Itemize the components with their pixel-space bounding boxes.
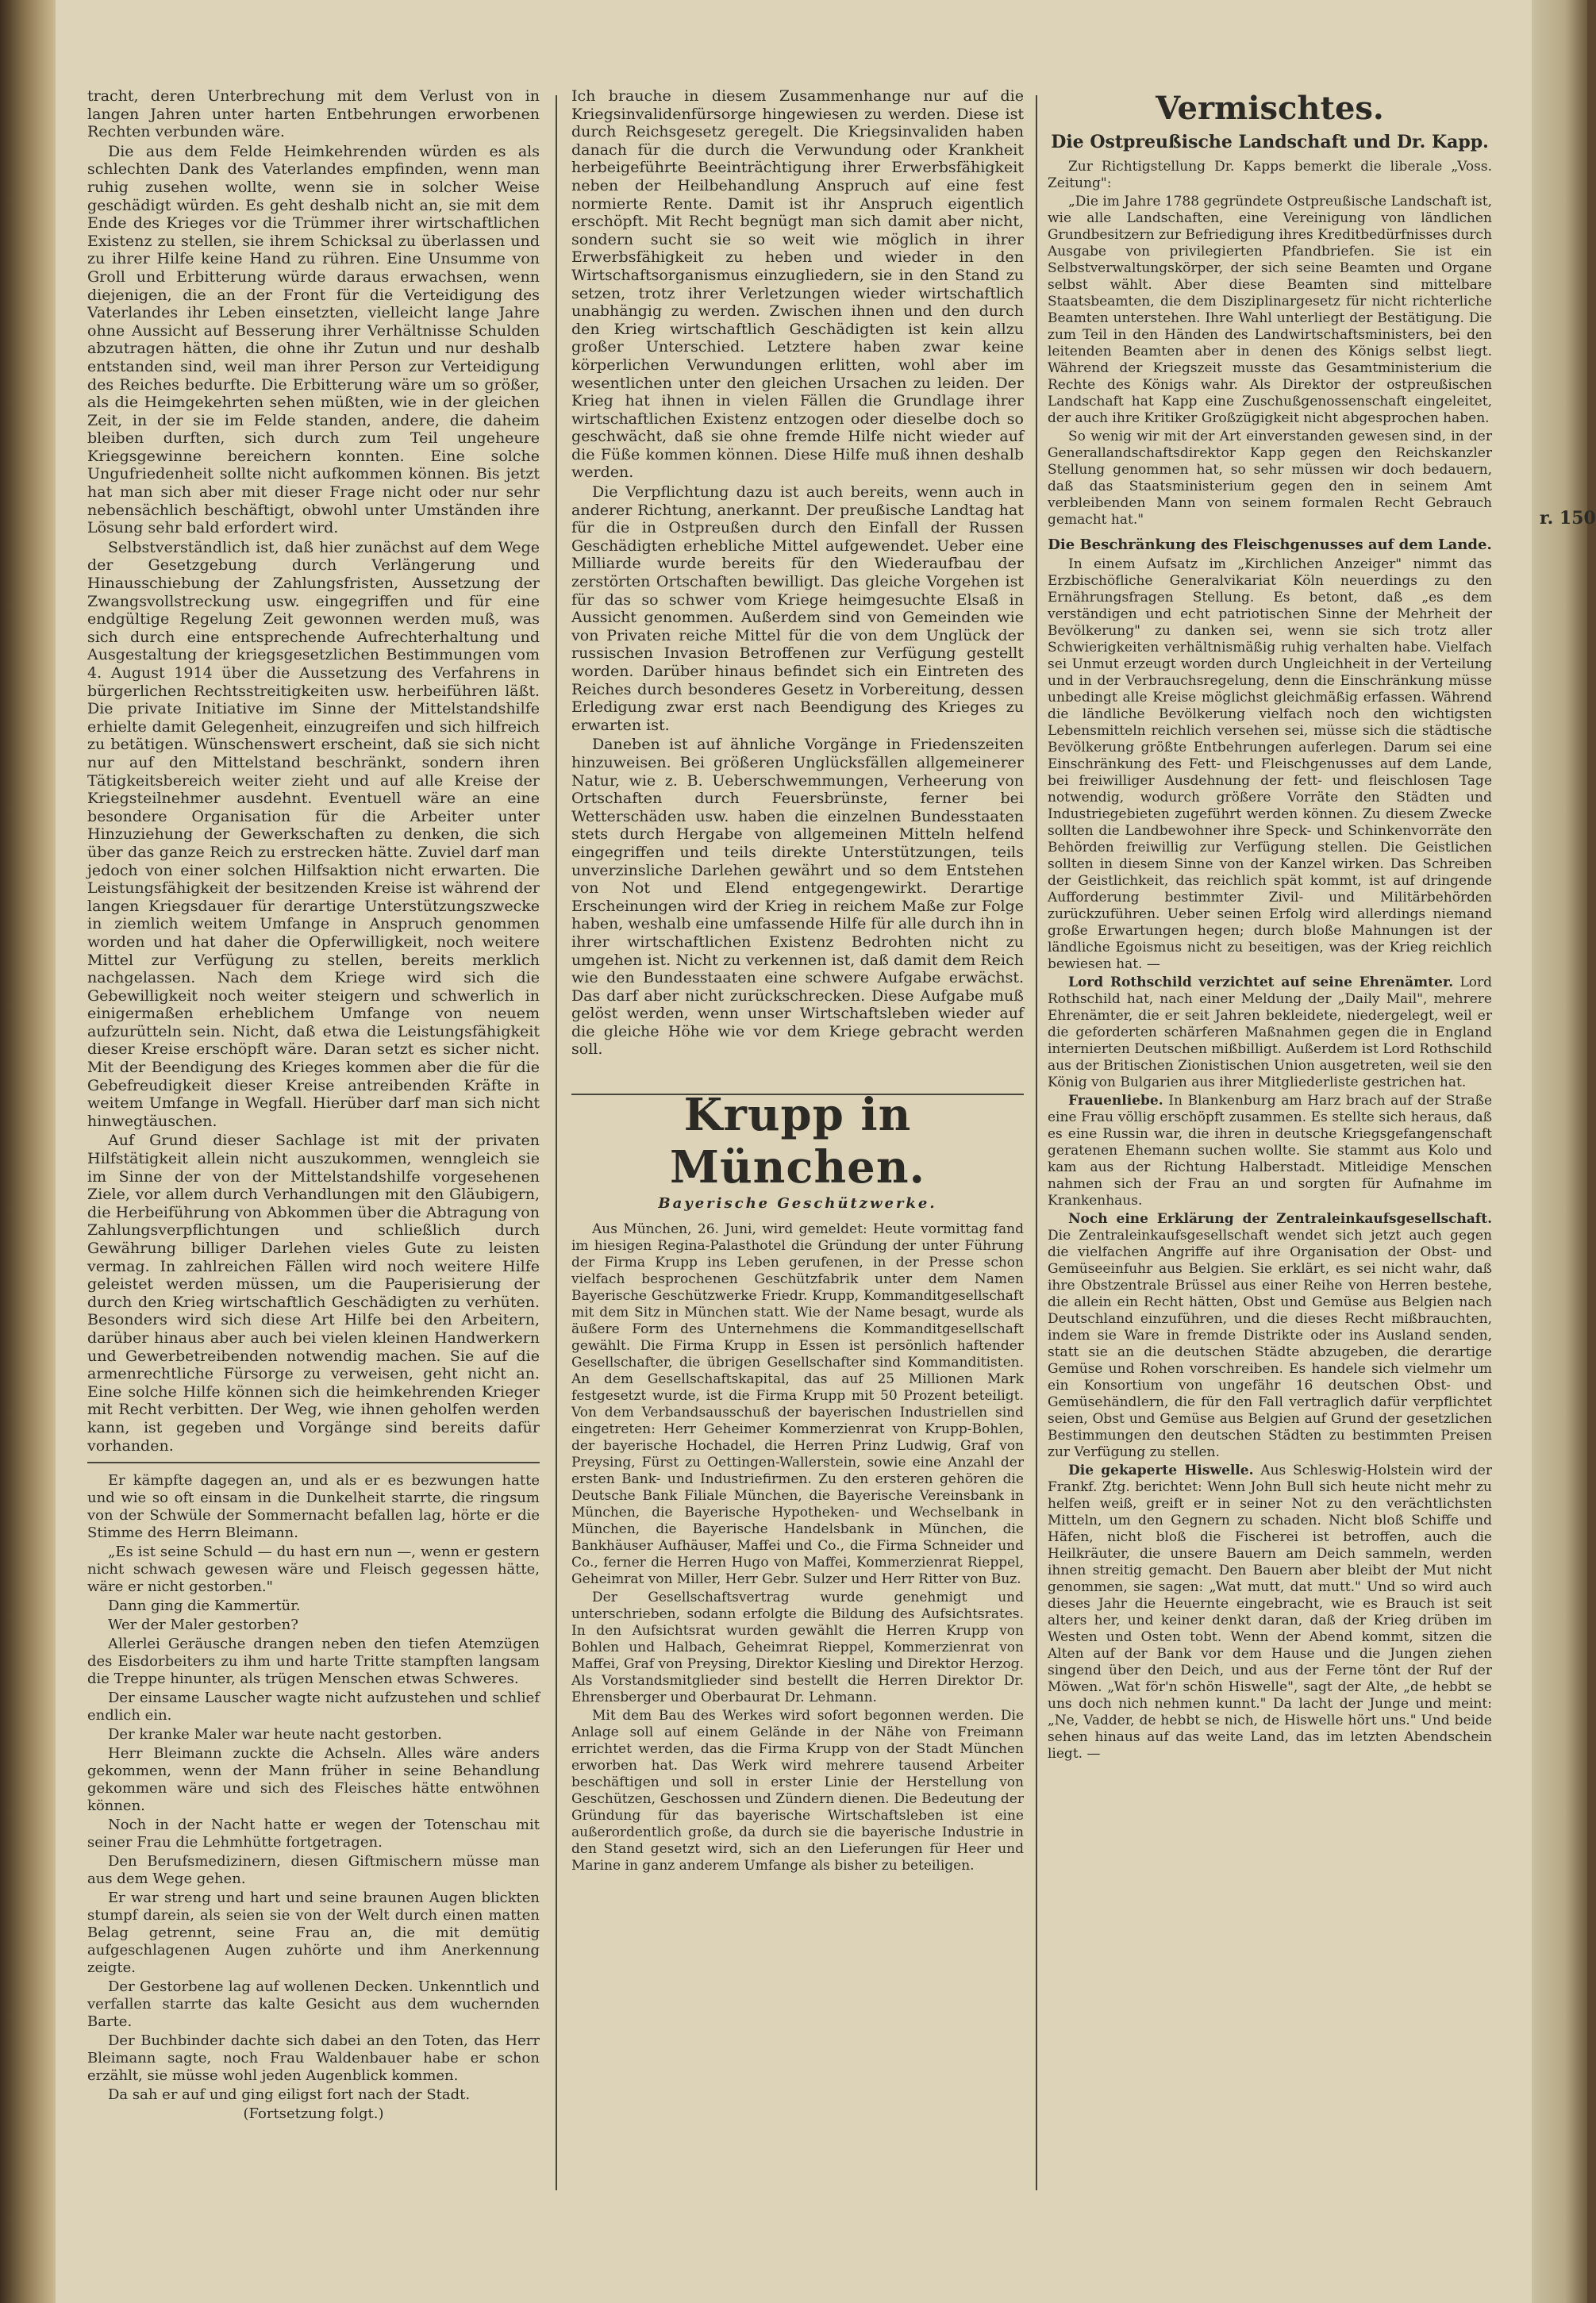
column-rule-right [1036, 95, 1037, 2190]
column-2 [571, 87, 1024, 2182]
article-headline: Lord Rothschild verzichtet auf seine Ehrenämter. [1068, 975, 1454, 990]
article-text: Lord Rothschild hat, nach einer Meldung der „Daily Mail", mehrere Ehrenämter, die er seit Jahren bekleidete, niedergelegt, weil er die geforderten schärferen Maßnahmen gegen die in England internierten Deutschen mißbilligt. Außerdem ist Lord Rothschild aus der Britischen Zionistischen Union ausgetreten, weil sie den König von Bulgarien aus ihrer Mitgliederliste gestrichen hat. [1048, 975, 1492, 1090]
section-title: Vermischtes. [1156, 90, 1384, 127]
article-headline: Die Ostpreußische Landschaft und Dr. Kapp. [1051, 132, 1489, 152]
col1-paragraph: Selbstverständlich ist, daß hier zunächst auf dem Wege der Gesetzgebung durch Verlängerung und Hinausschiebung der Zahlungsfristen, Aussetzung der Zwangsvollstreckung usw. eingegriffen und für eine endgültige Regelung Zeit gewonnen werden muß, was sich durch eine entsprechende Aufrechterhaltung und Ausgestaltung der kriegsgesetzlichen Bestimmungen vom 4. August 1914 über die Aussetzung des Verfahrens in bürgerlichen Rechtsstreitigkeiten usw. herbeiführen läßt. Die private Initiative im Sinne der Mittelstandshilfe erhielte damit Gelegenheit, einzugreifen und sich hilfreich zu betätigen. Wünschenswert erscheint, daß sie sich nicht nur auf den Mittelstand beschränkt, sondern ihren Tätigkeitsbereich weiter zieht und auf alle Kreise der Kriegsteilnehmer ausdehnt. Eventuell wäre an eine besondere Organisation für die Arbeiter unter Hinzuziehung der Gewerkschaften zu denken, die sich über das ganze Reich zu erstrecken hätte. Zuviel darf man jedoch von einer solchen Hilfsaktion nicht erwarten. Die Leistungsfähigkeit der besitzenden Kreise ist während der langen Kriegsdauer für derartige Unterstützungszwecke in ziemlich weitem Umfange in Anspruch genommen worden und hat daher die Opferwilligkeit, noch weitere Mittel zur Verfügung zu stellen, bereits merklich nachgelassen. Nach dem Kriege wird sich die Gebewilligkeit noch weiter steigern und schwerlich in einigermaßen erheblichem Umfange von neuem aufzurütteln sein. Nicht, daß etwa die Leistungsfähigkeit dieser Kreise erschöpft wäre. Daran setzt es sicher nicht. Mit der Beendigung des Krieges kommen aber die für die Gebefreudigkeit dieser Kreise antreibenden Kräfte in weitem Umfange in Wegfall. Hierüber darf man sich nicht hinwegtäuschen. [87, 538, 540, 1130]
feuilleton-paragraph: Wer der Maler gestorben? [108, 1617, 298, 1634]
article-headline: Noch eine Erklärung der Zentraleinkaufsgesellschaft. [1068, 1211, 1492, 1227]
krupp-article [571, 1221, 1024, 1874]
krupp-paragraph: Mit dem Bau des Werkes wird sofort begonnen werden. Die Anlage soll auf einem Gelände in der Nähe von Freimann errichtet werden, das die Firma Krupp von der Stadt München erworben hat. Das Werk wird mehrere tausend Arbeiter beschäftigen und soll in erster Linie der Herstellung von Geschützen, Geschossen und Zündern dienen. Die Bedeutung der Gründung für das bayerische Wirtschaftsleben ist eine außerordentlich große, da durch sie die bayerische Industrie in den Stand gesetzt wird, sich an den Lieferungen für Heer und Marine in ganz anderem Umfange als bisher zu beteiligen. [571, 1707, 1024, 1874]
feuilleton-paragraph: Der kranke Maler war heute nacht gestorben. [108, 1726, 442, 1744]
col1-paragraph: Die aus dem Felde Heimkehrenden würden es als schlechten Dank des Vaterlandes empfinden, wenn man ruhig zusehen wollte, wenn sie in solcher Weise geschädigt würden. Es geht deshalb nicht an, sie mit dem Ende des Krieges vor die Trümmer ihrer wirtschaftlichen Existenz zu stellen, sie ihrem Schicksal zu überlassen und zu ihrer Hilfe keine Hand zu rühren. Eine Unsumme von Groll und Erbitterung würde daraus erwachsen, wenn diejenigen, die an der Front für die Verteidigung des Vaterlandes ihr Leben einsetzten, vielleicht lange Jahre ohne Aussicht auf Besserung ihrer Verhältnisse Schulden abzutragen hätten, die ohne ihr Zutun und nur deshalb entstanden sind, weil man ihrer Person zur Verteidigung des Reiches bedurfte. Die Erbitterung wäre um so größer, als die Heimgekehrten sehen müßten, wie in der gleichen Zeit, in der sie im Felde standen, andere, die daheim bleiben durften, sich durch zum Teil ungeheure Kriegsgewinne bereichern konnten. Eine solche Ungufriedenheit sollte nicht aufkommen können. Bis jetzt hat man sich aber mit dieser Frage nicht oder nur sehr nebensächlich beschäftigt, obwohl unter Umständen ihre Lösung sehr bald erfordert wird. [87, 142, 540, 537]
article-paragraph: In einem Aufsatz im „Kirchlichen Anzeiger" nimmt das Erzbischöfliche Generalvikariat Köln neuerdings zu den Ernährungsfragen Stellung. Es betont, daß „es dem verständigen und echt patriotischen Sinne der Mehrheit der Bevölkerung" zu danken sei, wenn sie sich trotz aller Schwierigkeiten verhältnismäßig ruhig verhalten habe. Vielfach sei Unmut erzeugt worden durch Ungleichheit in der Verteilung und in der Verbrauchsregelung, denn die Einschränkung müsse unbedingt alle Kreise möglichst gleichmäßig erfassen. Während die ländliche Bevölkerung vielfach noch den wichtigsten Lebensmitteln reichlich versehen sei, müsse sich die städtische Bevölkerung größte Entbehrungen auferlegen. Darum sei eine Einschränkung des Fett- und Fleischgenusses auf dem Lande, bei freiwilliger Ausdehnung der fett- und fleischlosen Tage notwendig, wodurch größere Vorräte den Städten und Industriegebieten zugeführt werden können. Zu diesem Zwecke sollten die Landbewohner ihre Speck- und Schinkenvorräte den Behörden freiwillig zur Verfügung stellen. Die Geistlichen sollten in diesem Sinne von der Kanzel wirken. Das Schreiben der Geistlichkeit, das reichlich spät kommt, ist auf dringende Aufforderung bestimmter Zivil- und Militärbehörden zurückzuführen. Ueber seinen Erfolg wird allerdings niemand große Erwartungen hegen; durch bloße Mahnungen ist der ländliche Egoismus nicht zu beseitigen, was der Krieg reichlich bewiesen hat. — [1048, 556, 1492, 972]
feuilleton-paragraph: Noch in der Nacht hatte er wegen der Totenschau mit seiner Frau die Lehmhütte fortgetragen. [87, 1817, 540, 1851]
feuilleton-paragraph: Der Gestorbene lag auf wollenen Decken. Unkenntlich und verfallen starrte das kalte Gesicht aus dem wuchernden Barte. [87, 1978, 540, 2031]
feuilleton [87, 1472, 540, 2123]
col2-paragraph: Daneben ist auf ähnliche Vorgänge in Friedenszeiten hinzuweisen. Bei größeren Unglücksfällen allgemeinerer Natur, wie z. B. Ueberschwemmungen, Verheerung von Ortschaften durch Feuersbrünste, ferner bei Wetterschäden usw. haben die einzelnen Bundesstaaten stets durch Hergabe von allgemeinen Mitteln helfend eingegriffen und teils direkte Unterstützungen, teils unverzinsliche Darlehen gewährt und so dem Entstehen von Not und Elend entgegengewirkt. Derartige Erscheinungen wird der Krieg in reichem Maße zur Folge haben, weshalb eine umfassende Hilfe für alle durch ihn in ihrer wirtschaftlichen Existenz Bedrohten nicht zu umgehen ist. Nicht zu verkennen ist, daß damit dem Reich wie den Bundesstaaten eine schwere Aufgabe erwächst. Das darf aber nicht zurückschrecken. Diese Aufgabe muß gelöst werden, wenn unser Wirtschaftsleben wieder auf die gleiche Höhe wie vor dem Kriege gebracht werden soll. [571, 736, 1024, 1059]
next-page-number-fragment: r. 150 [1540, 508, 1596, 529]
krupp-headline: Krupp in München. [669, 1089, 926, 1194]
continuation-note: (Fortsetzung folgt.) [243, 2105, 384, 2123]
col2-paragraph: Ich brauche in diesem Zusammenhange nur auf die Kriegsinvalidenfürsorge hingewiesen zu werden. Diese ist durch Reichsgesetz geregelt. Die Kriegsinvaliden haben danach für die durch die Verwundung oder Krankheit herbeigeführte Beeinträchtigung ihrer Erwerbsfähigkeit neben der Heilbehandlung Anspruch auf eine fest normierte Rente. Damit ist ihr Anspruch eigentlich erschöpft. Mit Recht begnügt man sich damit aber nicht, sondern sucht sie so weit wie möglich in ihrer Erwerbsfähigkeit zu heben und wieder in den Wirtschaftsorganismus einzugliedern, sie in den Stand zu setzen, trotz ihrer Verletzungen wieder wirtschaftlich unabhängig zu werden. Zwischen ihnen und den durch den Krieg wirtschaftlich Geschädigten ist kein allzu großer Unterschied. Letztere haben zwar keine körperlichen Verwundungen erlitten, wohl aber im wesentlichen unter den gleichen Ursachen zu leiden. Der Krieg hat ihnen in vielen Fällen die Grundlage ihrer wirtschaftlichen Existenz entzogen oder dieselbe doch so geschwächt, daß sie ohne fremde Hilfe nicht wieder auf die Füße kommen können. Diese Hilfe muß ihnen deshalb werden. [571, 87, 1024, 482]
article-text: Die Zentraleinkaufsgesellschaft wendet sich jetzt auch gegen die vielfachen Angriffe auf ihre Organisation der Obst- und Gemüseeinfuhr aus Belgien. Sie erklärt, es sei nicht wahr, daß ihre Obstzentrale Brüssel aus einer Reihe von Herren bestehe, die allein ein Recht hätten, Obst und Gemüse aus Belgien nach Deutschland einzuführen, und die dieses Recht mißbrauchten, indem sie Ware in fremde Distrikte oder ins Ausland senden, statt sie an die deutschen Städte abzugeben, die derartige Gemüse und Rohen vorschreiben. Es handele sich vielmehr um ein Konsortium von ungefähr 16 deutschen Obst- und Gemüsehändlern, die für den Fall vertraglich dafür verpflichtet seien, Obst und Gemüse aus Belgien auf Grund der gesetzlichen Bestimmungen den deutschen Städten zu bestimmten Preisen zur Verfügung zu stellen. [1048, 1228, 1492, 1460]
article-paragraph: Zur Richtigstellung Dr. Kapps bemerkt die liberale „Voss. Zeitung": [1048, 159, 1492, 191]
feuilleton-paragraph: Allerlei Geräusche drangen neben den tiefen Atemzügen des Eisdorbeiters zu ihm und harte Tritte stampften langsam die Treppe hinunter, als trügen Menschen etwas Schweres. [87, 1636, 540, 1688]
column-rule-left [556, 95, 557, 2190]
feuilleton-paragraph: Der Buchbinder dachte sich dabei an den Toten, das Herr Bleimann sagte, noch Frau Waldenbauer habe er schon erzählt, sie müsse wohl jeden Augenblick kommen. [87, 2032, 540, 2085]
article-paragraph [1048, 1211, 1492, 1461]
article-text: Aus Schleswig-Holstein wird der Frankf. Ztg. berichtet: Wenn John Bull sich heute nicht mehr zu helfen weiß, greift er in seiner Not zu den verächtlichsten Mitteln, um den Gegnern zu schaden. Nicht bloß Schiffe und Häfen, nicht bloß die Fischerei ist betroffen, auch die Heilkräuter, die unsere Bauern am Deich sammeln, werden ihnen streitig gemacht. Den Bauern aber bleibt der Mut nicht genommen, sie sagen: „Wat mutt, dat mutt." Und so wird auch dieses Jahr die Heuernte eingebracht, wie es Brauch ist seit alters her, und keiner denkt daran, daß der Krieg drüben im Westen und Osten tobt. Wenn der Abend kommt, sitzen die Alten auf der Bank vor dem Hause und die Jungen ziehen singend über den Deich, und aus der Ferne tönt der Ruf der Möwen. „Wat för'n schön Hiswelle", sagt der Alte, „de hebbt se uns doch nich nehmen kunnt." Da lacht der Junge und meint: „Ne, Vadder, de hebbt se nich, de Hiswelle hört uns." Und beide sehen hinaus auf das weite Land, das im letzten Abendschein liegt. — [1048, 1463, 1492, 1762]
feuilleton-paragraph: Er war streng und hart und seine braunen Augen blickten stumpf darein, als seien sie von der Welt durch einen matten Belag getrennt, seine Frau an, die mit demütig aufgeschlagenen Augen zuhörte und ihm Anerkennung zeigte. [87, 1890, 540, 1977]
article-text: In Blankenburg am Harz brach auf der Straße eine Frau völlig erschöpft zusammen. Es stellte sich heraus, daß es eine Russin war, die ihren in deutsche Kriegsgefangenschaft geratenen Ehemann suchen wollte. Sie stammt aus Kolo und kam aus der Richtung Halberstadt. Mitleidige Menschen nahmen sich der Frau an und sorgten für Aufnahme im Krankenhaus. [1048, 1093, 1493, 1209]
feuilleton-paragraph: Dann ging die Kammertür. [108, 1597, 301, 1615]
article-paragraph [1048, 1093, 1492, 1209]
article-headline: Die Beschränkung des Fleischgenusses auf dem Lande. [1048, 536, 1492, 553]
article-headline: Die gekaperte Hiswelle. [1068, 1463, 1254, 1478]
feuilleton-paragraph: Herr Bleimann zuckte die Achseln. Alles wäre anders gekommen, wenn der Mann früher in seine Behandlung gekommen wäre und sich des Fleisches hätte entwöhnen können. [87, 1745, 540, 1815]
article-paragraph: „Die im Jahre 1788 gegründete Ostpreußische Landschaft ist, wie alle Landschaften, eine Vereinigung von ländlichen Grundbesitzern zur Befriedigung ihres Kreditbedürfnisses durch Ausgabe von privilegierten Pfandbriefen. Sie ist ein Selbstverwaltungskörper, der sich seine Beamten und Organe selbst wählt. Aber diese Beamten sind mittelbare Staatsbeamten, die dem Disziplinargesetz für nicht richterliche Beamten unterstehen. Ihre Wahl unterliegt der Bestätigung. Die zum Teil in den Händen des Landwirtschaftsministers, bei den leitenden Beamten aber in denen des Königs selbst liegt. Während der Kriegszeit musste das Gesamtministerium die Rechte des Königs wahr. Als Direktor der ostpreußischen Landschaft hat Kapp eine Zuschußgenossenschaft eingeleitet, der auch ihre Kritiker Großzügigkeit nicht abgesprochen haben. [1048, 194, 1493, 426]
krupp-paragraph: Aus München, 26. Juni, wird gemeldet: Heute vormittag fand im hiesigen Regina-Palasthotel die Gründung der unter Führung der Firma Krupp ins Leben gerufenen, in der Presse schon vielfach besprochenen Geschützfabrik unter dem Namen Bayerische Geschützwerke Friedr. Krupp, Kommanditgesellschaft mit dem Sitz in München statt. Wie der Name besagt, wurde als äußere Form des Unternehmens die Kommanditgesellschaft gewählt. Die Firma Krupp in Essen ist persönlich haftender Gesellschafter, die übrigen Gesellschafter sind Kommanditisten. An dem Gesellschaftskapital, das auf 25 Millionen Mark festgesetzt wurde, ist die Firma Krupp mit 50 Prozent beteiligt. Von dem Verbandsausschuß der bayerischen Industriellen sind eingetreten: Herr Geheimer Kommerzienrat von Krupp-Bohlen, der bayerische Hochadel, die Herren Prinz Ludwig, Graf von Preysing, Fürst zu Oettingen-Wallerstein, sowie eine Anzahl der ersten Bank- und Industriefirmen. Zu den ersteren gehören die Deutsche Bank Filiale München, die Bayerische Vereinsbank in München, die Bayerische Hypotheken- und Wechselbank in München, die Bayerische Handelsbank in München, die Bankhäuser Aufhäuser, Maffei und Co., die Firma Schneider und Co., ferner die Herren Hugo von Maffei, Kommerzienrat Rieppel, Geheimrat von Miller, Herr Gebr. Sulzer und Herr Ritter von Buz. [571, 1221, 1024, 1587]
col1-paragraph: tracht, deren Unterbrechung mit dem Verlust von in langen Jahren unter harten Entbehrungen erworbenen Rechten verbunden wäre. [87, 87, 540, 141]
col1-paragraph: Auf Grund dieser Sachlage ist mit der privaten Hilfstätigkeit allein nicht auszukommen, wenngleich sie im Sinne der von der Mittelstandshilfe vorgesehenen Ziele, vor allem durch Verhandlungen mit den Gläubigern, die Herbeiführung von Abkommen über die Abtragung von Zahlungsverpflichtungen und schließlich durch Gewährung billiger Darlehen vieles Gute zu leisten vermag. In zahlreichen Fällen wird noch weitere Hilfe geleistet werden müssen, um die Pauperisierung der durch den Krieg wirtschaftlich Geschädigten zu verhüten. Besonders wird sich diese Art Hilfe bei den Arbeitern, darüber hinaus aber auch bei vielen kleinen Handwerkern und Gewerbetreibenden notwendig machen. Sie auf die armenrechtliche Fürsorge zu verweisen, geht nicht an. Eine solche Hilfe können sich die heimkehrenden Krieger mit Recht verbitten. Der Weg, wie ihnen geholfen werden kann, ist gegeben und Vorgänge sind bereits dafür vorhanden. [87, 1132, 540, 1455]
feuilleton-paragraph: Den Berufsmedizinern, diesen Giftmischern müsse man aus dem Wege gehen. [87, 1853, 540, 1888]
article-paragraph [1048, 1463, 1492, 1763]
scan-binding-edge [0, 0, 56, 2303]
col2-paragraph: Die Verpflichtung dazu ist auch bereits, wenn auch in anderer Richtung, anerkannt. Der preußische Landtag hat für die in Ostpreußen durch den Einfall der Russen Geschädigten erhebliche Mittel aufgewendet. Ueber eine Milliarde wurde bereits für den Wiederaufbau der zerstörten Ortschaften bewilligt. Das gleiche Vorgehen ist für das so schwer vom Kriege heimgesuchte Elsaß in Aussicht genommen. Außerdem sind von Gemeinden wie von Privaten reiche Mittel für die von dem Unglück der russischen Invasion Betroffenen zur Verfügung gestellt worden. Darüber hinaus befindet sich ein Eintreten des Reiches durch besonderes Gesetz in Vorbereitung, dessen Erledigung zwar erst nach Beendigung des Krieges zu erwarten ist. [571, 483, 1024, 734]
column-3 [1048, 87, 1492, 2182]
next-page-edge [1532, 0, 1596, 2303]
article-paragraph [1048, 975, 1492, 1091]
feuilleton-paragraph: Der einsame Lauscher wagte nicht aufzustehen und schlief endlich ein. [87, 1690, 540, 1724]
krupp-subheadline: Bayerische Geschützwerke. [658, 1195, 937, 1213]
feuilleton-paragraph: „Es ist seine Schuld — du hast ern nun —, wenn er gestern nicht schwach gewesen wäre und Fleisch gegessen hätte, wäre er nicht gestorben." [87, 1544, 540, 1596]
feuilleton-paragraph: Da sah er auf und ging eiligst fort nach der Stadt. [108, 2086, 471, 2104]
krupp-paragraph: Der Gesellschaftsvertrag wurde genehmigt und unterschrieben, sodann erfolgte die Bildung des Aufsichtsrates. In den Aufsichtsrat wurden gewählt die Herren Krupp von Bohlen und Halbach, Geheimrat Rieppel, Kommerzienrat von Maffei, Graf von Preysing, Direktor Kiesling und Direktor Herzog. Als Vorstandsmitglieder sind bestellt die Herren Direktor Dr. Ehrensberger und Oberbaurat Dr. Lehmann. [571, 1589, 1024, 1705]
article-headline: Frauenliebe. [1068, 1093, 1163, 1109]
column-1 [87, 87, 540, 2182]
feuilleton-paragraph: Er kämpfte dagegen an, und als er es bezwungen hatte und wie so oft einsam in die Dunkelheit starrte, die ringsum von der Schwüle der Sommernacht befallen lag, hörte er die Stimme des Herrn Bleimann. [87, 1472, 540, 1542]
article-paragraph: So wenig wir mit der Art einverstanden gewesen sind, in der Generallandschaftsdirektor Kapp gegen den Reichskanzler Stellung genommen hat, so sehr müssen wir doch bedauern, daß das Staatsministerium gegen den in seinem Amt verbleibenden Mann von seinem formalen Recht Gebrauch gemacht hat." [1048, 429, 1492, 528]
